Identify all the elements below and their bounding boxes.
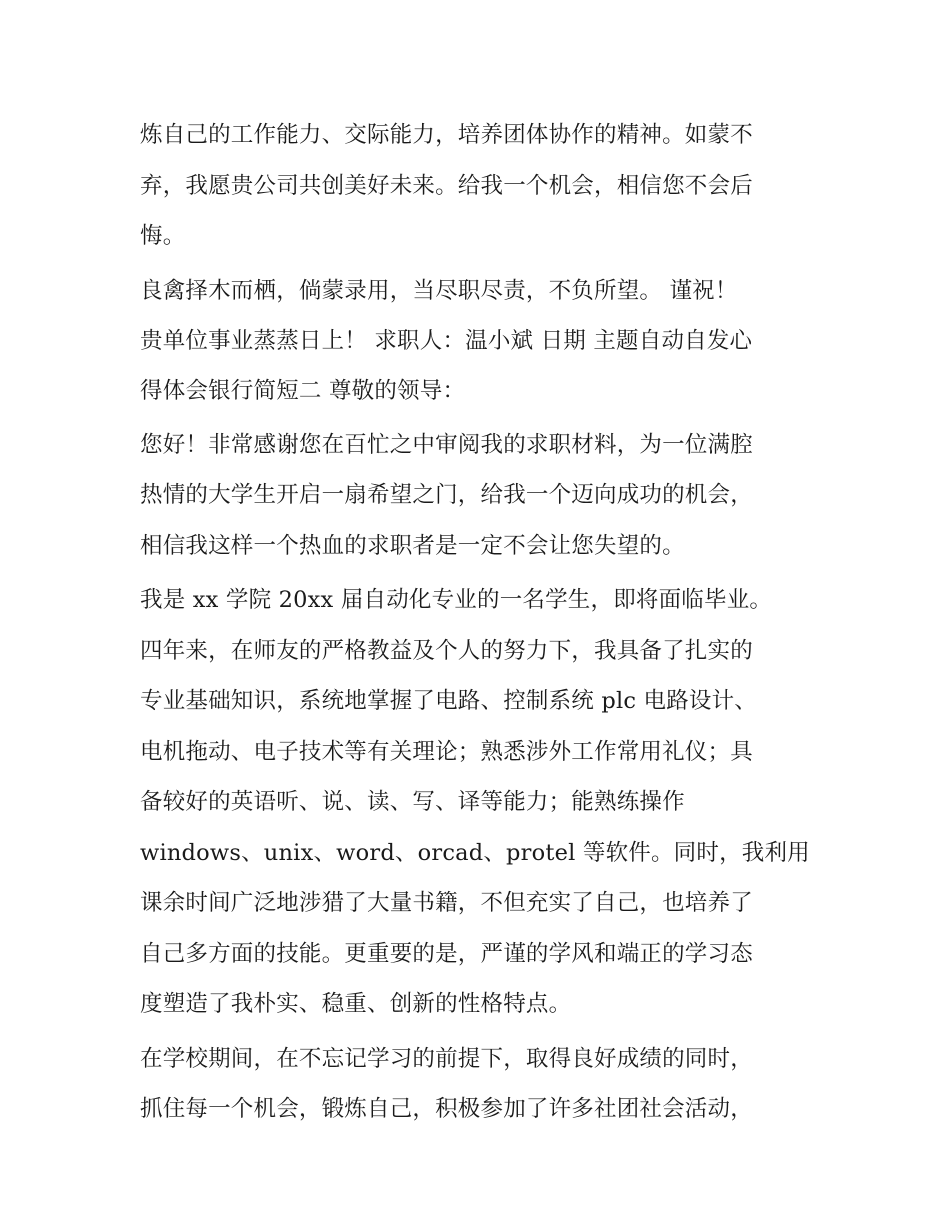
text-line: 四年来，在师友的严格教益及个人的努力下，我具备了扎实的 [140, 637, 753, 664]
text-line: windows、unix、word、orcad、protel 等软件。同时，我利用 [140, 839, 810, 866]
text-line: 抓住每一个机会，锻炼自己，积极参加了许多社团社会活动， [140, 1096, 753, 1122]
text-line: 良禽择木而栖，倘蒙录用，当尽职尽责，不负所望。 谨祝！ [140, 277, 738, 304]
text-line: 度塑造了我朴实、稳重、创新的性格特点。 [140, 991, 572, 1017]
text-line: 弃，我愿贵公司共创美好未来。给我一个机会，相信您不会后 [140, 172, 753, 199]
text-line: 炼自己的工作能力、交际能力，培养团体协作的精神。如蒙不 [140, 122, 753, 148]
paragraph-introduction [140, 575, 820, 1030]
text-line: 您好！非常感谢您在百忙之中审阅我的求职材料，为一位满腔 [140, 431, 753, 458]
text-line: 热情的大学生开启一扇希望之门，给我一个迈向成功的机会， [140, 482, 753, 508]
text-line: 悔。 [140, 223, 186, 249]
text-line: 专业基础知识，系统地掌握了电路、控制系统 plc 电路设计、 [140, 688, 758, 714]
paragraph-signoff [140, 266, 820, 416]
text-line: 课余时间广泛地涉猎了大量书籍，不但充实了自己，也培养了 [140, 890, 753, 916]
text-line: 备较好的英语听、说、读、写、译等能力；能熟练操作 [140, 789, 685, 815]
text-line: 相信我这样一个热血的求职者是一定不会让您失望的。 [140, 532, 685, 559]
text-line: 贵单位事业蒸蒸日上！ 求职人：温小斌 日期 主题自动自发心 [140, 327, 753, 354]
text-line: 得体会银行简短二 尊敬的领导： [140, 377, 466, 404]
text-line: 在学校期间，在不忘记学习的前提下，取得良好成绩的同时， [140, 1045, 753, 1072]
paragraph-closing [140, 110, 820, 262]
paragraph-school-activities [140, 1034, 820, 1135]
text-line: 电机拖动、电子技术等有关理论；熟悉涉外工作常用礼仪；具 [140, 738, 753, 765]
text-line: 自己多方面的技能。更重要的是，严谨的学风和端正的学习态 [140, 940, 753, 967]
document-body [140, 110, 820, 1139]
paragraph-greeting [140, 420, 820, 572]
text-line: 我是 xx 学院 20xx 届自动化专业的一名学生，即将面临毕业。 [140, 587, 773, 613]
